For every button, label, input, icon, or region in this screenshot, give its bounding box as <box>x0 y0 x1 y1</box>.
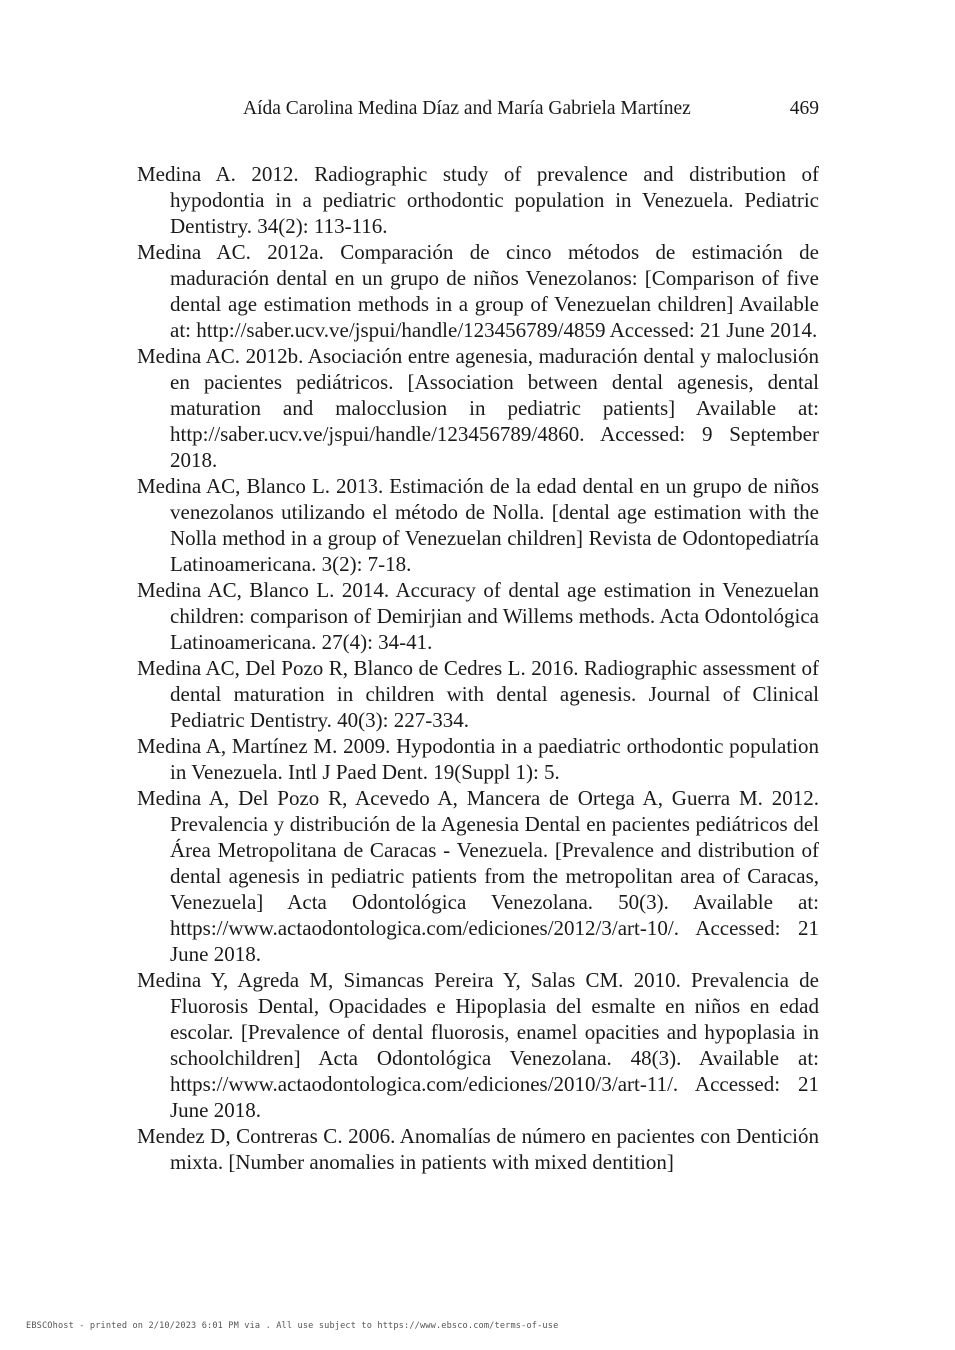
print-footer: EBSCOhost - printed on 2/10/2023 6:01 PM via . All use subject to https://www.ebsco.com/terms-of-use <box>26 1321 559 1331</box>
reference-item: Medina Y, Agreda M, Simancas Pereira Y, Salas CM. 2010. Prevalencia de Fluorosis Dental, Opacidades e Hipoplasia del esmalte en niños en edad escolar. [Prevalence of dental fluorosis, enamel opacities and hypoplasia in schoolchildren] Acta Odontológica Venezolana. 48(3). Available at: https://www.actaodontologica.com/ediciones/2010/3/art-11/. Accessed: 21 June 2018. <box>137 968 819 1122</box>
reference-item: Medina AC, Blanco L. 2013. Estimación de la edad dental en un grupo de niños venezolanos utilizando el método de Nolla. [dental age estimation with the Nolla method in a group of Venezuelan children] Revista de Odontopediatría Latinoamericana. 3(2): 7-18. <box>137 474 819 576</box>
running-header <box>137 96 819 122</box>
reference-list <box>137 161 819 1175</box>
reference-item: Medina A. 2012. Radiographic study of prevalence and distribution of hypodontia in a pediatric orthodontic population in Venezuela. Pediatric Dentistry. 34(2): 113-116. <box>137 162 819 238</box>
reference-item: Medina A, Martínez M. 2009. Hypodontia in a paediatric orthodontic population in Venezuela. Intl J Paed Dent. 19(Suppl 1): 5. <box>137 734 819 784</box>
reference-item: Medina AC. 2012b. Asociación entre agenesia, maduración dental y maloclusión en pacientes pediátricos. [Association between dental agenesis, dental maturation and malocclusion in pediatric patients] Available at: http://saber.ucv.ve/jspui/handle/123456789/4860. Accessed: 9 September 2018. <box>137 344 819 472</box>
header-authors: Aída Carolina Medina Díaz and María Gabriela Martínez <box>243 98 691 119</box>
reference-item: Medina AC. 2012a. Comparación de cinco métodos de estimación de maduración dental en un grupo de niños Venezolanos: [Comparison of five dental age estimation methods in a group of Venezuelan children] Available at: http://saber.ucv.ve/jspui/handle/123456789/4859 Accessed: 21 June 2014. <box>137 240 819 342</box>
page-number: 469 <box>789 98 819 119</box>
reference-item: Medina A, Del Pozo R, Acevedo A, Mancera de Ortega A, Guerra M. 2012. Prevalencia y distribución de la Agenesia Dental en pacientes pediátricos del Área Metropolitana de Caracas - Venezuela. [Prevalence and distribution of dental agenesis in pediatric patients from the metropolitan area of Caracas, Venezuela] Acta Odontológica Venezolana. 50(3). Available at: https://www.actaodontologica.com/ediciones/2012/3/art-10/. Accessed: 21 June 2018. <box>137 786 819 966</box>
reference-item: Mendez D, Contreras C. 2006. Anomalías de número en pacientes con Dentición mixta. [Number anomalies in patients with mixed dentition] <box>137 1124 819 1174</box>
reference-item: Medina AC, Blanco L. 2014. Accuracy of dental age estimation in Venezuelan children: comparison of Demirjian and Willems methods. Acta Odontológica Latinoamericana. 27(4): 34-41. <box>137 578 819 654</box>
reference-item: Medina AC, Del Pozo R, Blanco de Cedres L. 2016. Radiographic assessment of dental maturation in children with dental agenesis. Journal of Clinical Pediatric Dentistry. 40(3): 227-334. <box>137 656 819 732</box>
